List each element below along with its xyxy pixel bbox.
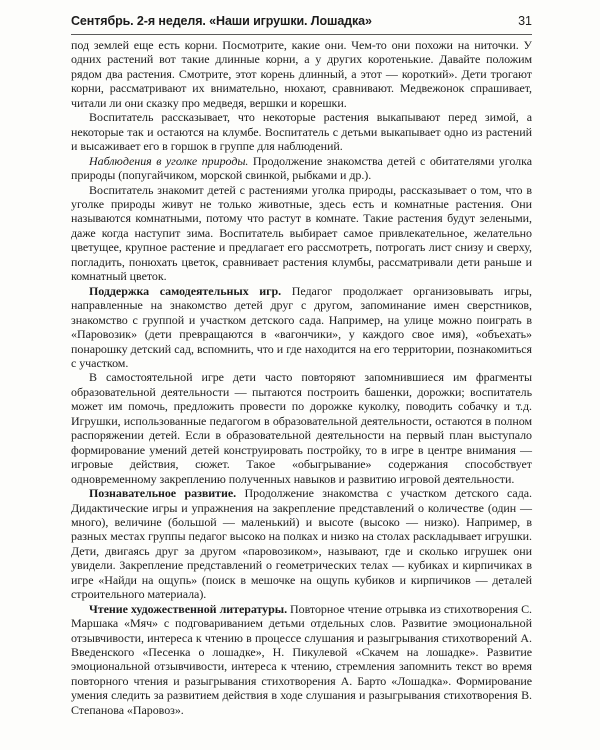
paragraph-lead: Познавательное развитие. <box>89 486 237 501</box>
paragraph-text: Воспитатель знакомит детей с растениями уголка природы, рассказывает о том, что в уголке природы живут не только животные, здесь есть и комнатные растения. Они называются комнатными, потому что растут в комнате. Такие растения будут зелеными, даже когда наступит зима. Воспитатель выбирает самое привлекательное, желательно цветущее, крупное растение и предлагает его рассмотреть, потрогать лист снизу и сверху, погладить, понюхать цветок, сравнивает растения клумбы, рассматривали дети раньше и комнатный цветок. <box>71 182 532 284</box>
body-text <box>71 38 532 717</box>
paragraph <box>71 486 532 602</box>
paragraph-text: Продолжение знакомства детей с обитателями уголка природы (попугайчиком, морской свинкой, рыбками и др.). <box>71 153 532 183</box>
paragraph <box>71 183 532 284</box>
paragraph <box>71 110 532 153</box>
paragraph-lead: Чтение художественной литературы. <box>89 601 288 616</box>
paragraph-text: под землей еще есть корни. Посмотрите, какие они. Чем-то они похожи на ниточки. У одних растений вот такие длинные корни, а у других коротенькие. Давайте положим рядом два растения. Смотрите, этот корень длинный, а этот — короткий». Дети трогают корни, рассматривают их внимательно, нюхают, сравнивают. Медвежонок спрашивает, читали ли они сказку про медведя, вершки и корешки. <box>71 38 532 110</box>
paragraph-text: Продолжение знакомства с участком детского сада. Дидактические игры и упражнения на закрепление представлений о количестве (один — много), величине (большой — маленький) и высоте (высоко — низко). Например, в разных местах группы педагог высоко на полках и низко на столах раскладывает игрушки. Дети, двигаясь друг за другом «паровозиком», называют, где и сколько игрушек они увидели. Закрепление представлений о геометрических телах — кубиках и кирпичиках в игре «Найди на ощупь» (поиск в мешочке на ощупь кубиков и кирпичиков — деталей строительного материала). <box>71 486 532 602</box>
paragraph-text: Повторное чтение отрывка из стихотворения С. Маршака «Мяч» с подговариванием детьми отдельных слов. Развитие эмоциональной отзывчивости, интереса к чтению в процессе слушания и разыгрывания стихотворений А. Введенского «Песенка о лошадке», Н. Пикулевой «Скачем на лошадке». Развитие эмоциональной отзывчивости, интереса к чтению, стремления запомнить текст во время повторного чтения и разыгрывания стихотворения А. Барто «Лошадка». Формирование умения следить за развитием действия в ходе слушания и разыгрывания стихотворения В. Степанова «Паровоз». <box>71 601 532 717</box>
page-number: 31 <box>518 14 532 28</box>
paragraph <box>71 370 532 486</box>
paragraph <box>71 154 532 183</box>
paragraph-lead: Наблюдения в уголке природы. <box>89 153 249 168</box>
header-title: Сентябрь. 2-я неделя. «Наши игрушки. Лошадка» <box>71 14 372 28</box>
paragraph <box>71 38 532 110</box>
paragraph-text: Педагог продолжает организовывать игры, направленные на знакомство детей друг с другом, запоминание имен сверстников, знакомство с группой и участком детского сада. Например, на улице можно поиграть в «Паровозик» (дети превращаются в «вагончики», у каждого свое имя), «объехать» понарошку детский сад, вспомнить, что и где находится на его территории, познакомиться с участком. <box>71 283 532 370</box>
paragraph-text: В самостоятельной игре дети часто повторяют запомнившиеся им фрагменты образовательной деятельности — пытаются построить башенки, дорожки; воспитатель может им помочь, предложить провести по дорожке куколку, поводить собачку и т.д. Игрушки, использованные педагогом в образовательной деятельности, остаются в полном распоряжении детей. Если в образовательной деятельности на первый план выступало формирование умений детей конструировать постройку, то в игре в центре внимания — игровые действия, сюжет. Такое «обыгрывание» содержания способствует одновременному закреплению полученных навыков и развитию игровой деятельности. <box>71 370 532 486</box>
paragraph-lead: Поддержка самодеятельных игр. <box>89 283 282 298</box>
paragraph-text: Воспитатель рассказывает, что некоторые растения выкапывают перед зимой, а некоторые так и остаются на клумбе. Воспитатель с детьми выкапывает одно из растений и высаживает его в горшок в группе для наблюдений. <box>71 110 532 154</box>
paragraph <box>71 602 532 718</box>
running-header <box>71 6 532 35</box>
paragraph <box>71 284 532 371</box>
